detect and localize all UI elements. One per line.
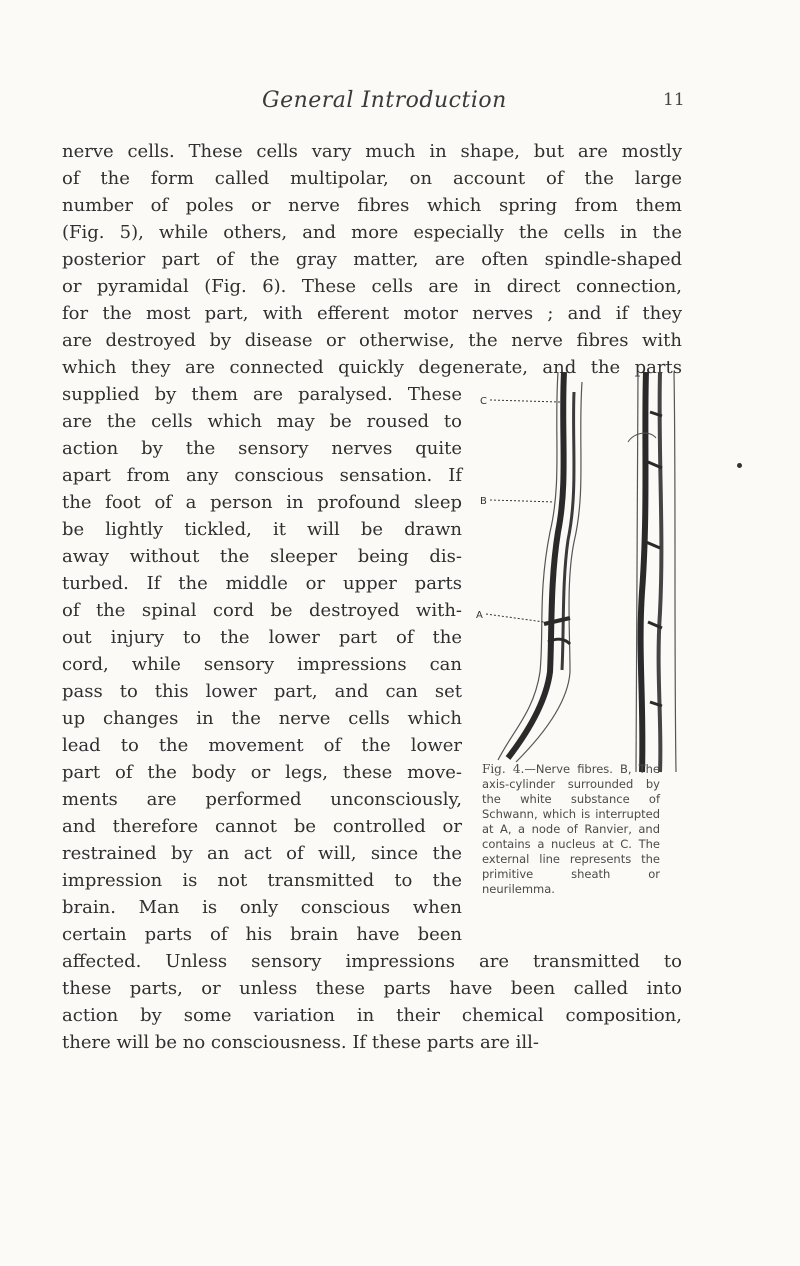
page-header: [0, 88, 800, 118]
figure-caption: [482, 762, 660, 897]
text-line: out injury to the lower part of the: [62, 627, 462, 648]
text-line: ments are performed unconsciously,: [62, 789, 462, 810]
page-number: 11: [663, 90, 685, 110]
text-line: affected. Unless sensory impressions are transmitted to: [62, 951, 682, 972]
text-line: restrained by an act of will, since the: [62, 843, 462, 864]
text-line: lead to the movement of the lower: [62, 735, 462, 756]
text-line: the foot of a person in profound sleep: [62, 492, 462, 513]
text-line: up changes in the nerve cells which: [62, 708, 462, 729]
text-line: away without the sleeper being dis-: [62, 546, 462, 567]
text-line: or pyramidal (Fig. 6). These cells are in direct connection,: [62, 276, 682, 297]
text-line: supplied by them are paralysed. These: [62, 384, 462, 405]
text-line: pass to this lower part, and can set: [62, 681, 462, 702]
text-line: cord, while sensory impressions can: [62, 654, 462, 675]
text-line: certain parts of his brain have been: [62, 924, 462, 945]
running-head: General Introduction: [262, 88, 507, 113]
label-c: C: [480, 396, 487, 407]
text-line: action by the sensory nerves quite: [62, 438, 462, 459]
text-line: nerve cells. These cells vary much in shape, but are mostly: [62, 141, 682, 162]
nerve-fibres-figure: [478, 372, 680, 772]
print-speck: [737, 463, 742, 468]
text-line: and therefore cannot be controlled or: [62, 816, 462, 837]
text-line: are destroyed by disease or otherwise, the nerve fibres with: [62, 330, 682, 351]
text-line: these parts, or unless these parts have been called into: [62, 978, 682, 999]
text-line: (Fig. 5), while others, and more especially the cells in the: [62, 222, 682, 243]
text-line: of the form called multipolar, on account of the large: [62, 168, 682, 189]
text-line: for the most part, with efferent motor nerves ; and if they: [62, 303, 682, 324]
caption-text: —Nerve fibres. B, The axis-cylinder surrounded by the white substance of Schwann, which is interrupted at A, a node of Ranvier, and contains a nucleus at C. The external line represents the primitive sheath or neurilemma.: [482, 762, 660, 896]
paragraph-wrapped: [62, 381, 462, 948]
text-line: there will be no consciousness. If these parts are ill-: [62, 1032, 540, 1053]
text-line: part of the body or legs, these move-: [62, 762, 462, 783]
label-b: B: [480, 496, 487, 507]
text-line: posterior part of the gray matter, are often spindle-shaped: [62, 249, 682, 270]
text-line: brain. Man is only conscious when: [62, 897, 462, 918]
caption-label: Fig. 4.: [482, 762, 525, 776]
text-line: impression is not transmitted to the: [62, 870, 462, 891]
text-line: be lightly tickled, it will be drawn: [62, 519, 462, 540]
text-line: apart from any conscious sensation. If: [62, 465, 462, 486]
text-line: action by some variation in their chemical composition,: [62, 1005, 682, 1026]
label-a: A: [476, 610, 483, 621]
text-line: turbed. If the middle or upper parts: [62, 573, 462, 594]
text-line: of the spinal cord be destroyed with-: [62, 600, 462, 621]
text-line: number of poles or nerve fibres which spring from them: [62, 195, 682, 216]
text-line: which they are connected quickly degenerate, and the parts: [62, 357, 682, 378]
paragraph-bottom: [62, 948, 682, 1056]
text-line: are the cells which may be roused to: [62, 411, 462, 432]
paragraph-top: [62, 138, 682, 381]
nerve-fibres-illustration: [478, 372, 680, 772]
